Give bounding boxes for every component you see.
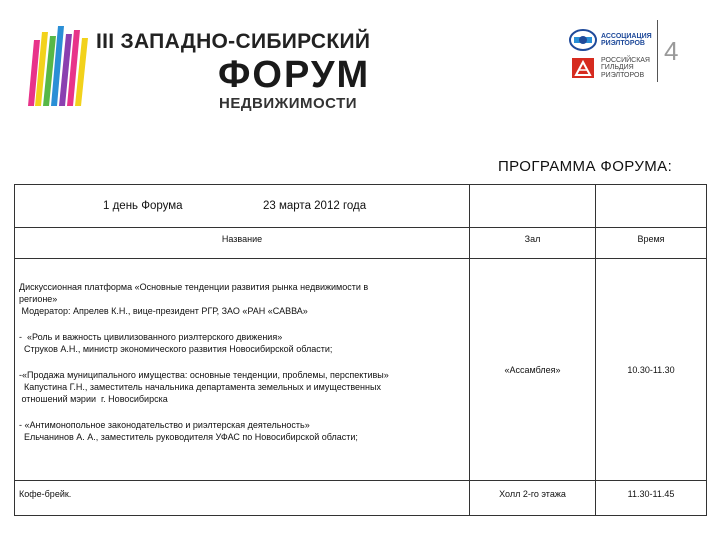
talk-speaker: Капустина Г.Н., заместитель начальника департамента земельных и имущественных bbox=[19, 382, 381, 392]
empty-cell bbox=[596, 185, 707, 228]
forum-title bbox=[96, 30, 370, 112]
header bbox=[0, 0, 720, 120]
session-moderator-line: Модератор: Апрелев К.Н., вице-президент РГР, ЗАО «РАН «САВВА» bbox=[19, 306, 308, 316]
session-platform-line: регионе» bbox=[19, 294, 58, 304]
table-row bbox=[15, 481, 707, 516]
column-header-name: Название bbox=[15, 228, 470, 259]
column-header-time: Время bbox=[596, 228, 707, 259]
day-label: 1 день Форума bbox=[103, 200, 183, 212]
forum-title-line3: НЕДВИЖИМОСТИ bbox=[219, 95, 358, 112]
slide-number: 4 bbox=[664, 36, 679, 66]
coffee-break-hall: Холл 2-го этажа bbox=[470, 481, 596, 516]
talk-title: - «Роль и важность цивилизованного риэлтерского движения» bbox=[19, 332, 283, 342]
empty-cell bbox=[470, 185, 596, 228]
forum-title-line2: ФОРУМ bbox=[218, 54, 371, 96]
partner-association-logo bbox=[568, 26, 658, 54]
coffee-break-name: Кофе-брейк. bbox=[15, 481, 470, 516]
program-table bbox=[14, 184, 707, 516]
coffee-break-time: 11.30-11.45 bbox=[596, 481, 707, 516]
forum-logo-stripes-icon bbox=[28, 22, 90, 106]
session-description bbox=[15, 259, 470, 481]
guild-emblem-icon bbox=[568, 56, 598, 80]
table-day-row bbox=[15, 185, 707, 228]
association-emblem-icon bbox=[568, 28, 598, 52]
column-header-hall: Зал bbox=[470, 228, 596, 259]
talk-speaker: отношений мэрии г. Новосибирска bbox=[19, 394, 168, 404]
partner-logos bbox=[568, 26, 658, 86]
session-platform-line: Дискуссионная платформа «Основные тенденции развития рынка недвижимости в bbox=[19, 282, 369, 292]
header-divider bbox=[657, 20, 658, 82]
partner-guild-text: РОССИЙСКАЯ ГИЛЬДИЯ РИЭЛТОРОВ bbox=[601, 56, 650, 79]
partner-guild-logo bbox=[568, 54, 658, 82]
partner-association-text: АССОЦИАЦИЯ РИЭЛТОРОВ bbox=[601, 32, 652, 47]
session-time: 10.30-11.30 bbox=[596, 259, 707, 481]
session-hall: «Ассамблея» bbox=[470, 259, 596, 481]
forum-title-line1: III ЗАПАДНО-СИБИРСКИЙ bbox=[96, 30, 371, 53]
day-cell bbox=[15, 185, 470, 228]
table-row bbox=[15, 259, 707, 481]
table-header-row bbox=[15, 228, 707, 259]
talk-speaker: Ельчанинов А. А., заместитель руководителя УФАС по Новосибирской области; bbox=[19, 432, 358, 442]
talk-title: -«Продажа муниципального имущества: основные тенденции, проблемы, перспективы» bbox=[19, 370, 389, 380]
program-title: ПРОГРАММА ФОРУМА: bbox=[498, 158, 673, 175]
talk-title: - «Антимонопольное законодательство и риэлтерская деятельность» bbox=[19, 420, 310, 430]
talk-speaker: Струков А.Н., министр экономического развития Новосибирской области; bbox=[19, 344, 333, 354]
date-label: 23 марта 2012 года bbox=[263, 200, 367, 212]
